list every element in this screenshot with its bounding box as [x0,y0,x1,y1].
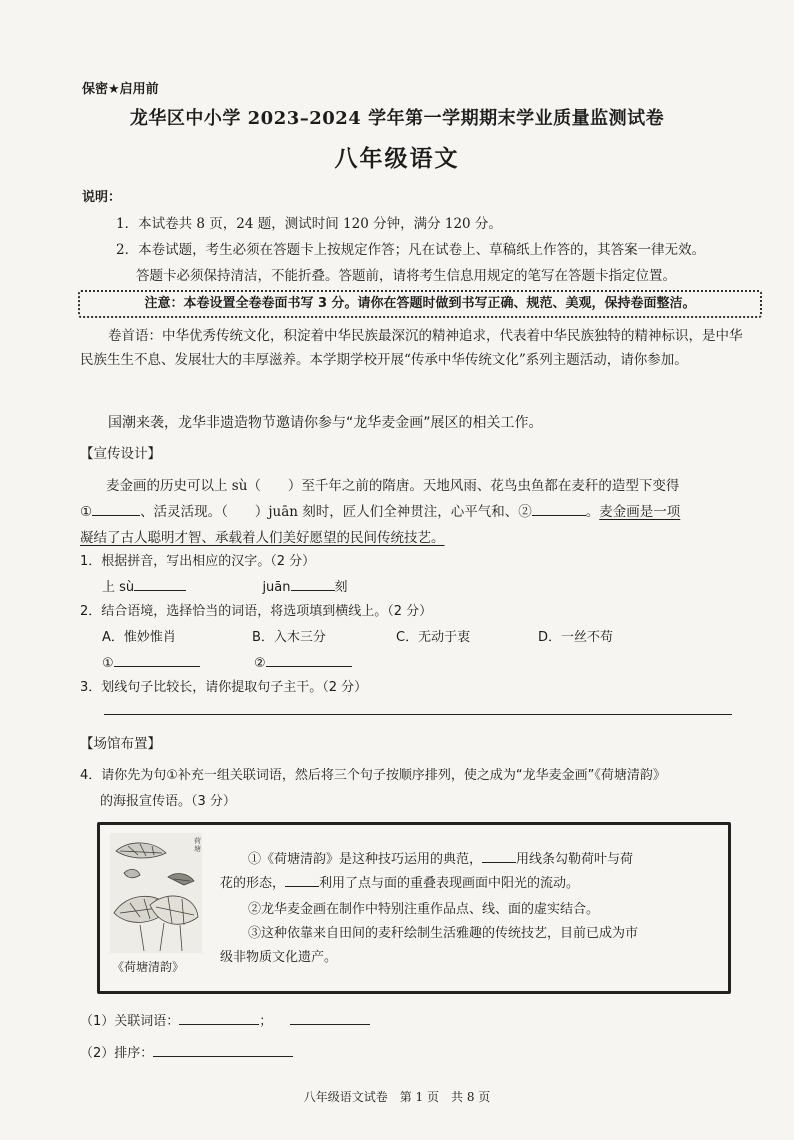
confidential-mark: 保密★启用前 [82,82,159,97]
lotus-painting-image [110,833,202,953]
passage-line-2 [80,500,760,520]
poster-sentence-1-line-1 [220,848,705,872]
question-2: 2．结合语境，选择恰当的词语，将选项填到横线上。（2 分） [80,604,433,619]
svg-text:塘: 塘 [194,845,201,853]
passage-period: 。 [585,504,600,520]
q2-blank-label-1: ① [102,656,114,671]
q1-pinyin-juan: juān [262,580,291,595]
poster-sentence-3-line-1: ③这种依靠来自田间的麦秆绘制生活雅趣的传统技艺，目前已成为市 [248,926,639,941]
answer-connectives-row [80,1010,370,1029]
q2-blank-1[interactable] [114,652,200,667]
q2-blank-2[interactable] [266,652,352,667]
question-3: 3．划线句子比较长，请你提取句子主干。（2 分） [80,680,368,695]
instruction-2: 2．本卷试题，考生必须在答题卡上按规定作答；凡在试卷上、草稿纸上作答的，其答案一律无效。 [116,242,706,258]
q1-blank-su[interactable] [134,576,186,591]
answer-connectives-label: （1）关联词语： [80,1014,180,1029]
poster-sentence-1-part-a: ①《荷塘清韵》是这种技巧运用的典范， [248,852,483,867]
passage-line-1: 麦金画的历史可以上 sù（ ）至千年之前的隋唐。天地风雨、花鸟虫鱼都在麦秆的造型下变得 [106,478,680,494]
q2-blank-label-2: ② [253,656,266,671]
connective-blank-2[interactable] [285,872,319,887]
question-4-line-1: 4．请你先为句①补充一组关联词语，然后将三个句子按顺序排列，使之成为“龙华麦金画”《荷塘清韵》 [80,768,666,783]
painting-caption: 《荷塘清韵》 [112,960,185,974]
passage-blank-2[interactable] [532,501,586,516]
section-title-promo: 【宣传设计】 [80,446,161,462]
preface-paragraph: 卷首语：中华优秀传统文化，积淀着中华民族最深沉的精神追求，代表着中华民族独特的精神标识，是中华民族生生不息、发展壮大的丰厚滋养。本学期学校开展“传承中华传统文化”系列主题活动，请你参加。 [80,328,743,368]
question-4-line-2: 的海报宣传语。（3 分） [100,794,236,809]
q1-answer-row [102,576,348,595]
q1-char-ke: 刻 [334,580,348,595]
poster-sentence-2: ②龙华麦金画在制作中特别注重作品点、线、面的虚实结合。 [248,902,600,917]
section-title-venue: 【场馆布置】 [80,736,161,752]
question-1: 1．根据拼音，写出相应的汉字。（2 分） [80,554,316,569]
q3-answer-line[interactable] [104,714,732,715]
q1-pinyin-su: 上 sù [102,580,135,595]
underlined-sentence-end: 凝结了古人聪明才智、承载着人们美好愿望的民间传统技艺。 [80,530,445,546]
option-b: B．入木三分 [252,630,326,645]
option-c: C．无动于衷 [396,630,471,645]
instruction-2-continued: 答题卡必须保持清洁，不能折叠。答题前，请将考生信息用规定的笔写在答题卡指定位置。 [136,268,676,284]
answer-order-row [80,1042,293,1061]
poster-sentence-1-part-c: 花的形态， [220,876,286,891]
connective-answer-2[interactable] [290,1010,370,1025]
order-answer-blank[interactable] [153,1042,293,1057]
answer-order-label: （2）排序： [80,1046,154,1061]
blank-marker-1: ① [80,504,93,520]
poster-sentence-1-part-b: 用线条勾勒荷叶与荷 [516,852,634,867]
option-a: A．惟妙惟肖 [102,630,176,645]
answer-separator: ； [259,1014,273,1029]
q2-answer-row [102,652,352,671]
passage-blank-1[interactable] [92,501,140,516]
poster-sentence-3-line-2: 级非物质文化遗产。 [220,950,338,965]
poster-sentence-1-part-d: 利用了点与面的重叠表现画面中阳光的流动。 [319,876,580,891]
svg-text:荷: 荷 [194,837,201,845]
q1-blank-juan[interactable] [291,576,335,591]
poster-sentence-1-line-2 [220,872,705,896]
writing-note-box: 注意：本卷设置全卷卷面书写 3 分。请你在答题时做到书写正确、规范、美观，保持卷面整洁。 [78,290,762,318]
page-footer: 八年级语文试卷 第 1 页 共 8 页 [303,1090,491,1104]
exam-subtitle: 八年级语文 [334,145,460,172]
exam-title: 龙华区中小学 2023–2024 学年第一学期期末学业质量监测试卷 [129,108,665,129]
task-intro: 国潮来袭，龙华非遗造物节邀请你参与“龙华麦金画”展区的相关工作。 [108,415,543,431]
instructions-label: 说明： [82,190,122,205]
instruction-1: 1．本试卷共 8 页，24 题，测试时间 120 分钟，满分 120 分。 [116,216,502,232]
connective-blank-1[interactable] [482,848,516,863]
option-d: D．一丝不苟 [538,630,614,645]
passage-text-2: 、活灵活现。（ ）juān 刻时，匠人们全神贯注，心平气和、② [140,504,532,520]
underlined-sentence-start: 麦金画是一项 [599,504,681,520]
connective-answer-1[interactable] [179,1010,259,1025]
